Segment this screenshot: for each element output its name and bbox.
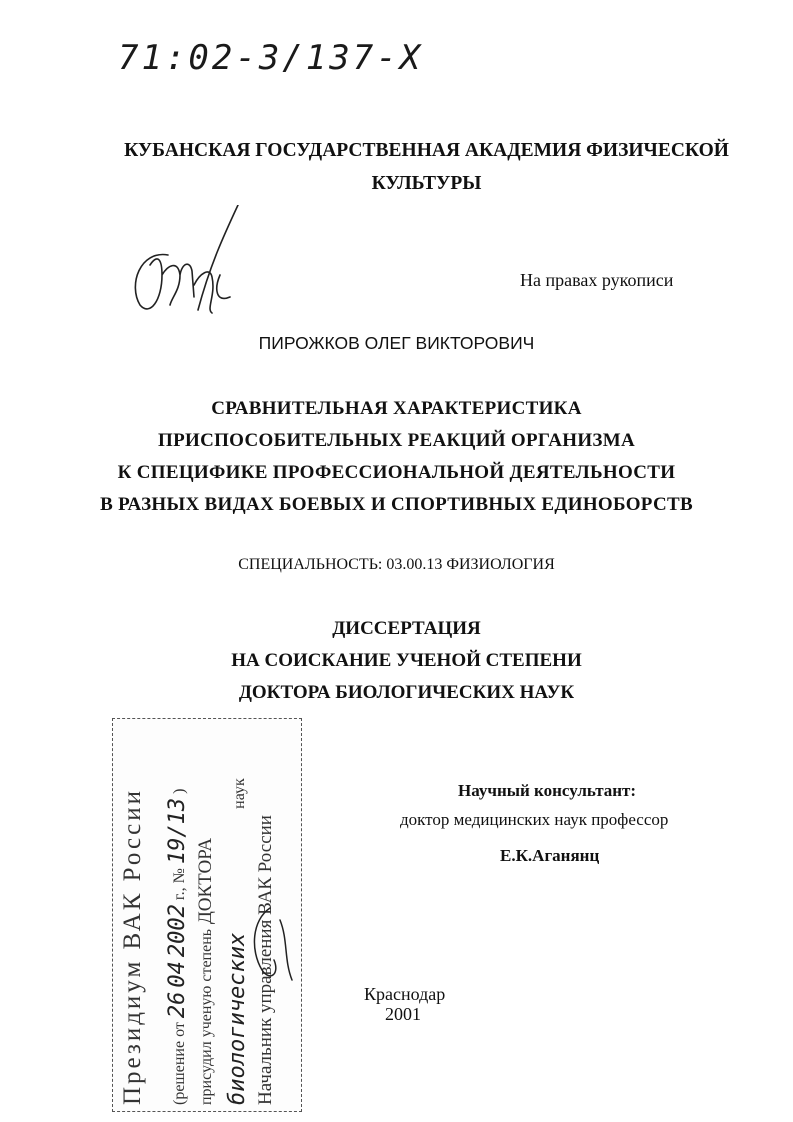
city: Краснодар bbox=[364, 984, 446, 1004]
degree-line-1: ДИССЕРТАЦИЯ bbox=[332, 618, 481, 639]
institution-name-line-2: КУЛЬТУРЫ bbox=[371, 173, 482, 194]
stamp-signature bbox=[240, 900, 300, 990]
dissertation-title-line-1: СРАВНИТЕЛЬНАЯ ХАРАКТЕРИСТИКА bbox=[211, 398, 582, 419]
degree-line-3: ДОКТОРА БИОЛОГИЧЕСКИХ НАУК bbox=[238, 682, 575, 703]
manuscript-rights-label: На правах рукописи bbox=[520, 270, 674, 290]
specialty: СПЕЦИАЛЬНОСТЬ: 03.00.13 ФИЗИОЛОГИЯ bbox=[238, 556, 555, 573]
stamp-degree-word: ДОКТОРА bbox=[195, 837, 216, 925]
stamp-decision-mid: г., № bbox=[171, 868, 188, 901]
stamp-decision-number: 19/13 bbox=[165, 797, 190, 865]
dissertation-title-line-4: В РАЗНЫХ ВИДАХ БОЕВЫХ И СПОРТИВНЫХ ЕДИНОБОРСТВ bbox=[100, 494, 693, 515]
advisor-name: Е.К.Аганянц bbox=[500, 846, 600, 865]
stamp-decision-line bbox=[165, 725, 190, 1105]
stamp-decision-day: 26 bbox=[165, 991, 190, 1019]
year: 2001 bbox=[385, 1004, 421, 1024]
dissertation-title-line-2: ПРИСПОСОБИТЕЛЬНЫХ РЕАКЦИЙ ОРГАНИЗМА bbox=[158, 430, 635, 451]
stamp-decision-prefix: (решение от bbox=[171, 1022, 188, 1105]
handwritten-signature bbox=[120, 205, 260, 335]
stamp-decision-year: 2002 bbox=[165, 904, 190, 958]
stamp-decision-suffix: ) bbox=[171, 788, 188, 794]
dissertation-title-line-3: К СПЕЦИФИКЕ ПРОФЕССИОНАЛЬНОЙ ДЕЯТЕЛЬНОСТИ bbox=[117, 462, 676, 483]
stamp-field-handwritten: биологических bbox=[225, 932, 250, 1105]
author-name: ПИРОЖКОВ ОЛЕГ ВИКТОРОВИЧ bbox=[258, 333, 535, 353]
stamp-decision-month: 04 bbox=[165, 961, 190, 988]
advisor-label: Научный консультант: bbox=[458, 781, 637, 800]
stamp-head-line: Начальник управления ВАК России bbox=[255, 815, 276, 1105]
degree-line-2: НА СОИСКАНИЕ УЧЕНОЙ СТЕПЕНИ bbox=[231, 650, 582, 671]
archive-code: 71:02-3/137-X bbox=[118, 38, 424, 78]
stamp-awarded-prefix: присудил ученую степень bbox=[198, 928, 215, 1105]
stamp-presidium-line: Президиум ВАК России bbox=[119, 788, 146, 1105]
stamp-sciences-word: наук bbox=[231, 778, 248, 809]
institution-name-line-1: КУБАНСКАЯ ГОСУДАРСТВЕННАЯ АКАДЕМИЯ ФИЗИЧЕСКОЙ bbox=[124, 140, 729, 161]
stamp-awarded-line bbox=[195, 725, 217, 1105]
advisor-position: доктор медицинских наук профессор bbox=[400, 810, 669, 829]
